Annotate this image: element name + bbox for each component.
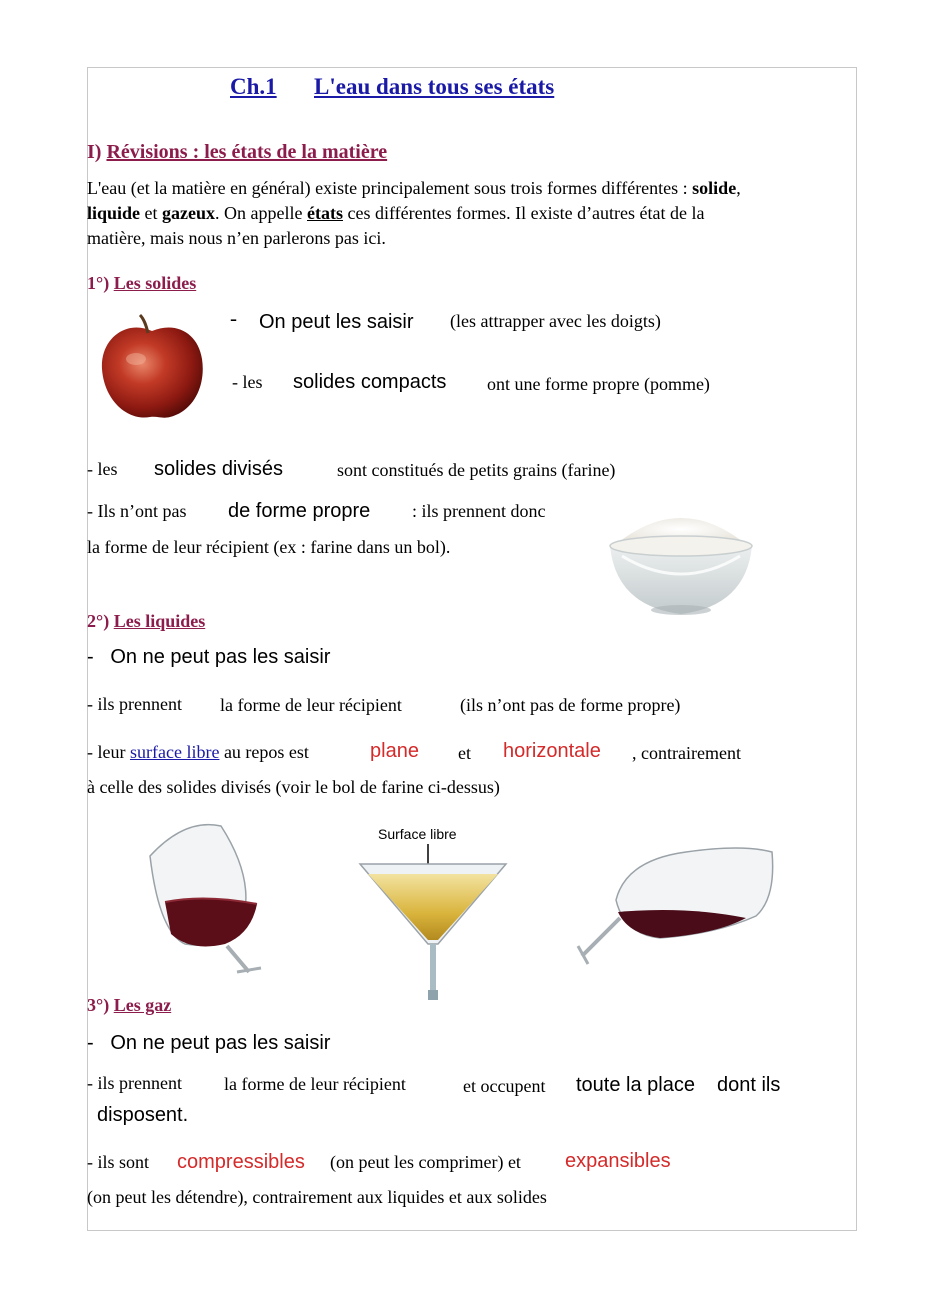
intro-etats: états — [307, 203, 343, 223]
solids-line2-post: ont une forme propre (pomme) — [487, 374, 710, 394]
solids-line5: la forme de leur récipient (ex : farine dans un bol). — [87, 537, 451, 557]
liquids-line1: - On ne peut pas les saisir — [87, 646, 331, 668]
section-number: I) — [87, 141, 102, 163]
gases-line2-pre: - ils prennent — [87, 1073, 182, 1093]
liquids-line3-mid: au repos est — [219, 742, 309, 762]
page-title: L'eau dans tous ses états — [314, 74, 555, 99]
section-title: Révisions : les états de la matière — [106, 141, 388, 163]
solids-line3-main: solides divisés — [154, 458, 283, 480]
apple-image — [96, 311, 208, 423]
solids-line1-dash: - — [230, 306, 237, 330]
liquids-line2-post: (ils n’ont pas de forme propre) — [460, 695, 681, 715]
liquids-heading — [87, 611, 205, 632]
solids-line3-pre: - les — [87, 459, 118, 479]
wine-glass-tilted-image — [145, 822, 265, 977]
section-heading — [87, 141, 387, 164]
gases-line2-mid: et occupent — [463, 1076, 546, 1096]
intro-text-a: L'eau (et la matière en général) existe principalement sous trois formes différentes : — [87, 178, 693, 198]
gases-line2-main: la forme de leur récipient — [224, 1074, 406, 1094]
cocktail-glass-image — [356, 860, 510, 1000]
solids-line2-main: solides compacts — [293, 371, 447, 393]
liquids-heading-title: Les liquides — [113, 611, 206, 631]
wine-glass-lying-image — [576, 838, 778, 968]
intro-solide: solide — [692, 178, 737, 198]
gases-heading — [87, 995, 171, 1016]
gases-compressibles: compressibles — [177, 1151, 305, 1173]
intro-text-i: ces différentes formes. Il existe d’autres état de la — [342, 203, 705, 223]
gases-line3-mid: (on peut les comprimer) et — [330, 1152, 521, 1172]
liquids-et: et — [458, 743, 471, 763]
gases-heading-number: 3°) — [87, 995, 110, 1015]
gases-line1: - On ne peut pas les saisir — [87, 1032, 331, 1054]
gases-heading-title: Les gaz — [113, 995, 172, 1015]
solids-line1-main: On peut les saisir — [259, 311, 414, 333]
chapter-number: Ch.1 — [230, 74, 277, 99]
solids-heading — [87, 273, 196, 294]
intro-text-g: . On appelle — [215, 203, 307, 223]
solids-line1-note: (les attrapper avec les doigts) — [450, 311, 661, 331]
gases-line2-cont: disposent. — [97, 1104, 189, 1126]
intro-text-j: matière, mais nous n’en parlerons pas ici. — [87, 228, 386, 248]
intro-liquide: liquide — [87, 203, 141, 223]
liquids-horizontale: horizontale — [503, 740, 601, 762]
liquids-line3-post: , contrairement — [632, 743, 741, 763]
solids-line3-post: sont constitués de petits grains (farine) — [337, 460, 616, 480]
liquids-plane: plane — [370, 740, 419, 762]
intro-paragraph — [87, 176, 857, 251]
liquids-line3-pre: - leur — [87, 742, 130, 762]
intro-text-e: et — [140, 203, 163, 223]
solids-heading-number: 1°) — [87, 273, 110, 293]
solids-heading-title: Les solides — [113, 273, 197, 293]
surface-libre-label: Surface libre — [378, 826, 457, 842]
solids-line4-post: : ils prennent donc — [412, 501, 546, 521]
liquids-heading-number: 2°) — [87, 611, 110, 631]
solids-line4-main: de forme propre — [228, 500, 371, 522]
liquids-line3 — [87, 742, 309, 763]
flour-bowl-image — [606, 496, 756, 622]
solids-line2-pre: - les — [232, 372, 263, 392]
gases-line4: (on peut les détendre), contrairement aux liquides et aux solides — [87, 1187, 547, 1207]
liquids-line4: à celle des solides divisés (voir le bol de farine ci-dessus) — [87, 777, 500, 797]
gases-expansibles: expansibles — [565, 1150, 671, 1172]
intro-gazeux: gazeux — [162, 203, 216, 223]
gases-line2-main2: toute la place — [576, 1074, 695, 1096]
liquids-line2-main: la forme de leur récipient — [220, 695, 402, 715]
gases-line2-post: dont ils — [717, 1074, 781, 1096]
surface-libre-link[interactable]: surface libre — [129, 742, 220, 762]
intro-text-c: , — [736, 178, 741, 198]
liquids-line2-pre: - ils prennent — [87, 694, 182, 714]
solids-line4-pre: - Ils n’ont pas — [87, 501, 187, 521]
gases-line3-pre: - ils sont — [87, 1152, 150, 1172]
